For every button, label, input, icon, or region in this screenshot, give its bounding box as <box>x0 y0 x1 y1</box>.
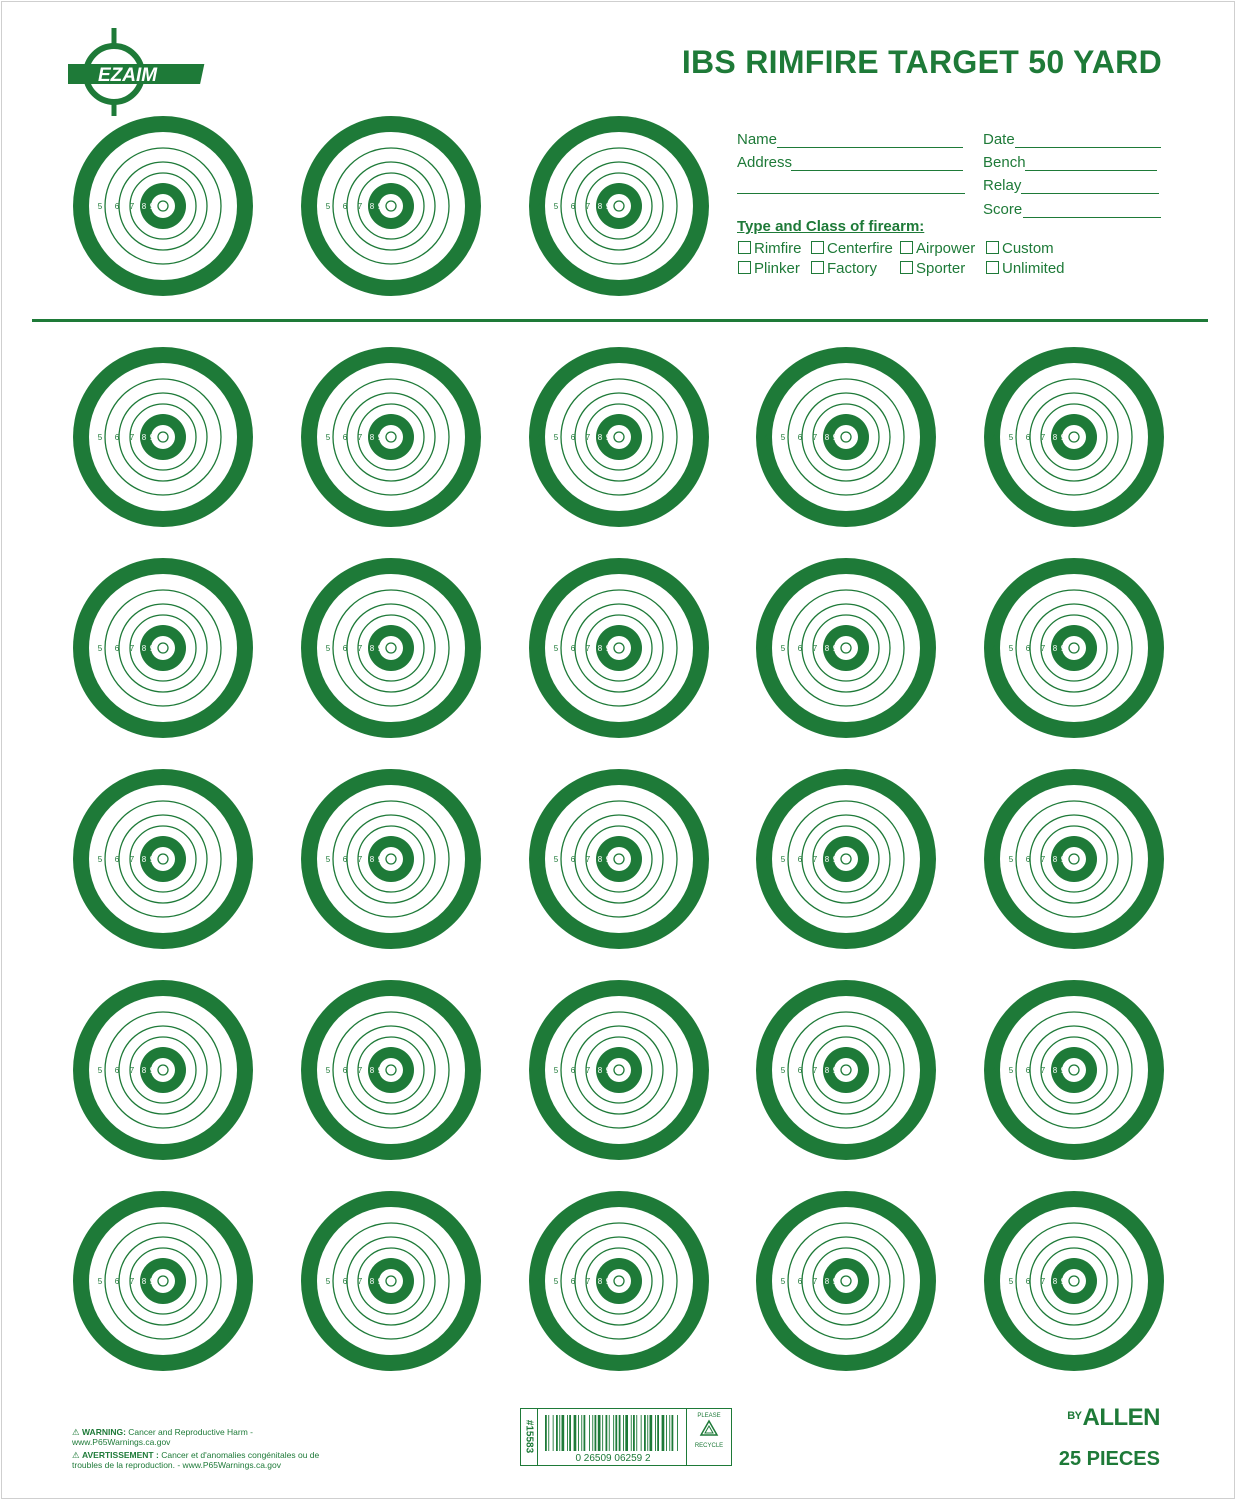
bullseye-target <box>73 980 253 1160</box>
ring-number: 7 <box>585 202 591 211</box>
ring-number: 9 <box>149 644 155 653</box>
ring-number: 7 <box>585 855 591 864</box>
ring-number: 9 <box>1060 1066 1066 1075</box>
ring-number: 7 <box>1040 433 1046 442</box>
ring-number: 5 <box>97 202 103 211</box>
ring-number: 7 <box>129 1277 135 1286</box>
ring-number: 8 <box>1052 855 1058 864</box>
bullseye-target <box>529 1191 709 1371</box>
ring-number: 5 <box>97 433 103 442</box>
ring-number: 4 <box>763 1277 769 1286</box>
upc-digits: 0 26509 06259 2 <box>575 1453 651 1463</box>
bullseye-target <box>529 116 709 296</box>
bench-label: Bench <box>983 154 1026 171</box>
checkbox-label: Custom <box>1002 240 1054 257</box>
checkbox-label: Rimfire <box>754 240 802 257</box>
ring-number: 9 <box>605 433 611 442</box>
recycle-box <box>686 1409 731 1465</box>
ring-number: 6 <box>114 1277 120 1286</box>
checkbox-box[interactable] <box>811 241 824 254</box>
ring-number: 9 <box>832 644 838 653</box>
name-field[interactable] <box>737 131 777 148</box>
ring-number: 5 <box>97 855 103 864</box>
ring-number: 6 <box>570 855 576 864</box>
recycle-please: PLEASE <box>697 1413 721 1419</box>
ring-number: 8 <box>1052 1066 1058 1075</box>
ring-number: 6 <box>1025 1277 1031 1286</box>
bullseye-target <box>301 558 481 738</box>
sku-box <box>521 1409 538 1465</box>
ring-number: 6 <box>570 1066 576 1075</box>
ring-number: 5 <box>553 644 559 653</box>
checkbox-box[interactable] <box>811 261 824 274</box>
checkbox-label: Unlimited <box>1002 260 1065 277</box>
date-field[interactable] <box>983 131 1015 148</box>
ring-number: 7 <box>812 1066 818 1075</box>
brand-prefix: BY <box>1067 1410 1082 1422</box>
bullseye-target <box>756 980 936 1160</box>
ring-number: 5 <box>780 1277 786 1286</box>
ring-number: 8 <box>824 1066 830 1075</box>
ring-number: 4 <box>80 1277 86 1286</box>
ring-number: 5 <box>553 433 559 442</box>
ring-number: 6 <box>342 202 348 211</box>
ring-number: 6 <box>342 433 348 442</box>
ring-number: 5 <box>325 644 331 653</box>
ring-number: 6 <box>342 644 348 653</box>
ring-number: 4 <box>536 855 542 864</box>
ring-number: 4 <box>763 855 769 864</box>
warning-triangle-icon: ⚠ <box>72 1427 80 1437</box>
ring-number: 6 <box>114 644 120 653</box>
bullseye-target <box>73 347 253 527</box>
checkbox-box[interactable] <box>986 241 999 254</box>
avert-text-2: troubles de la reproduction. - www.P65Warnings.ca.gov <box>72 1460 281 1470</box>
ring-number: 5 <box>97 1277 103 1286</box>
ring-number: 8 <box>824 644 830 653</box>
ring-number: 5 <box>97 1066 103 1075</box>
ring-number: 8 <box>1052 433 1058 442</box>
logo-text: EZAIM <box>98 65 158 86</box>
ring-number: 8 <box>141 433 147 442</box>
ring-number: 6 <box>114 1066 120 1075</box>
upc-barcode <box>543 1413 683 1463</box>
bullseye-target <box>756 347 936 527</box>
ring-number: 9 <box>1060 644 1066 653</box>
ring-number: 7 <box>1040 1066 1046 1075</box>
ring-number: 9 <box>832 1277 838 1286</box>
checkbox-box[interactable] <box>900 241 913 254</box>
ring-number: 5 <box>325 1066 331 1075</box>
ring-number: 6 <box>570 1277 576 1286</box>
ring-number: 6 <box>797 1277 803 1286</box>
ring-number: 6 <box>570 202 576 211</box>
bullseye-target <box>984 1191 1164 1371</box>
ezaim-logo <box>68 28 218 116</box>
ring-number: 4 <box>308 855 314 864</box>
brand-name: ALLEN <box>1082 1404 1160 1431</box>
bullseye-target <box>301 347 481 527</box>
ring-number: 7 <box>1040 644 1046 653</box>
allen-brand <box>1067 1404 1160 1432</box>
ring-number: 4 <box>763 1066 769 1075</box>
checkbox-airpower[interactable] <box>900 240 975 257</box>
bullseye-target <box>984 558 1164 738</box>
checkbox-label: Centerfire <box>827 240 893 257</box>
ring-number: 6 <box>797 1066 803 1075</box>
ring-number: 9 <box>605 855 611 864</box>
ring-number: 6 <box>1025 1066 1031 1075</box>
ring-number: 7 <box>357 1066 363 1075</box>
ring-number: 6 <box>797 855 803 864</box>
ring-number: 9 <box>149 1066 155 1075</box>
avert-text: Cancer et d'anomalies congénitales ou de <box>161 1450 320 1460</box>
checkbox-plinker[interactable] <box>738 260 800 277</box>
ring-number: 4 <box>536 433 542 442</box>
ring-number: 6 <box>342 1277 348 1286</box>
ring-number: 4 <box>991 855 997 864</box>
ring-number: 7 <box>1040 1277 1046 1286</box>
checkbox-rimfire[interactable] <box>738 240 802 257</box>
ring-number: 5 <box>780 1066 786 1075</box>
ring-number: 9 <box>377 1277 383 1286</box>
checkbox-box[interactable] <box>738 261 751 274</box>
ring-number: 9 <box>377 644 383 653</box>
ring-number: 9 <box>832 1066 838 1075</box>
warning-fr <box>72 1450 319 1470</box>
avert-label: AVERTISSEMENT : <box>82 1450 159 1460</box>
ring-number: 7 <box>129 433 135 442</box>
ring-number: 9 <box>149 1277 155 1286</box>
sku-number: #15583 <box>523 1419 535 1454</box>
checkbox-centerfire[interactable] <box>811 240 893 257</box>
ring-number: 7 <box>812 855 818 864</box>
ring-number: 5 <box>325 855 331 864</box>
bullseye-target <box>756 558 936 738</box>
ring-number: 8 <box>141 1277 147 1286</box>
ring-number: 8 <box>141 1066 147 1075</box>
ring-number: 5 <box>1008 1066 1014 1075</box>
warning-label: WARNING: <box>82 1427 126 1437</box>
ring-number: 4 <box>536 644 542 653</box>
ring-number: 7 <box>585 1066 591 1075</box>
ring-number: 4 <box>536 1277 542 1286</box>
ring-number: 7 <box>129 1066 135 1075</box>
ring-number: 9 <box>377 433 383 442</box>
score-field[interactable] <box>983 201 1022 218</box>
recycle-label: RECYCLE <box>694 1443 724 1449</box>
ring-number: 4 <box>80 855 86 864</box>
bullseye-target <box>73 116 253 296</box>
ring-number: 4 <box>308 644 314 653</box>
checkbox-sporter[interactable] <box>900 260 965 277</box>
bullseye-target <box>756 1191 936 1371</box>
checkbox-label: Airpower <box>916 240 976 257</box>
ring-number: 8 <box>824 1277 830 1286</box>
ring-number: 5 <box>780 644 786 653</box>
ring-number: 7 <box>812 644 818 653</box>
pieces-count: 25 PIECES <box>1058 1448 1160 1470</box>
ring-number: 7 <box>129 202 135 211</box>
ring-number: 6 <box>114 855 120 864</box>
ring-number: 9 <box>1060 1277 1066 1286</box>
ring-number: 7 <box>129 855 135 864</box>
ring-number: 6 <box>1025 855 1031 864</box>
ring-number: 8 <box>824 433 830 442</box>
ring-number: 8 <box>141 855 147 864</box>
bullseye-target <box>984 347 1164 527</box>
ring-number: 9 <box>605 1066 611 1075</box>
address-label: Address <box>737 154 793 171</box>
ring-number: 7 <box>585 1277 591 1286</box>
ring-number: 7 <box>1040 855 1046 864</box>
ring-number: 7 <box>357 202 363 211</box>
ring-number: 6 <box>570 433 576 442</box>
ring-number: 6 <box>570 644 576 653</box>
ring-number: 5 <box>780 855 786 864</box>
bullseye-target <box>73 558 253 738</box>
ring-number: 5 <box>1008 1277 1014 1286</box>
bullseye-target <box>529 347 709 527</box>
ring-number: 4 <box>991 1277 997 1286</box>
ring-number: 6 <box>1025 644 1031 653</box>
ring-number: 7 <box>357 855 363 864</box>
ring-number: 5 <box>1008 855 1014 864</box>
ring-number: 6 <box>114 433 120 442</box>
bullseye-target <box>73 769 253 949</box>
address-field[interactable] <box>737 154 792 171</box>
ring-number: 5 <box>97 644 103 653</box>
target-sheet <box>1 1 1235 1499</box>
ring-number: 6 <box>114 202 120 211</box>
ring-number: 9 <box>1060 855 1066 864</box>
ring-number: 4 <box>536 202 542 211</box>
ring-number: 7 <box>357 1277 363 1286</box>
ring-number: 5 <box>553 202 559 211</box>
checkbox-label: Sporter <box>916 260 966 277</box>
ring-number: 8 <box>369 1066 375 1075</box>
ring-number: 8 <box>1052 1277 1058 1286</box>
relay-field[interactable] <box>983 177 1021 194</box>
checkbox-box[interactable] <box>986 261 999 274</box>
warning-triangle-icon: ⚠ <box>72 1450 80 1460</box>
ring-number: 5 <box>325 202 331 211</box>
recycle-icon <box>697 1419 721 1441</box>
ring-number: 4 <box>991 644 997 653</box>
ring-number: 4 <box>308 1066 314 1075</box>
ring-number: 6 <box>797 433 803 442</box>
ring-number: 5 <box>325 433 331 442</box>
bullseye-target <box>301 769 481 949</box>
ring-number: 8 <box>369 855 375 864</box>
checkbox-label: Factory <box>827 260 878 277</box>
address-line-2[interactable] <box>737 178 965 194</box>
ring-number: 8 <box>597 1066 603 1075</box>
relay-label: Relay <box>983 177 1022 194</box>
bullseye-target <box>529 558 709 738</box>
ring-number: 4 <box>308 433 314 442</box>
ring-number: 4 <box>308 202 314 211</box>
ring-number: 8 <box>369 202 375 211</box>
ring-number: 5 <box>780 433 786 442</box>
page-title: IBS RIMFIRE TARGET 50 YARD <box>681 44 1162 80</box>
ring-number: 7 <box>812 1277 818 1286</box>
checkbox-box[interactable] <box>900 261 913 274</box>
checkbox-custom[interactable] <box>986 240 1054 257</box>
warning-url: www.P65Warnings.ca.gov <box>72 1437 171 1447</box>
ring-number: 9 <box>377 1066 383 1075</box>
ring-number: 9 <box>1060 433 1066 442</box>
ring-number: 8 <box>597 433 603 442</box>
bullseye-target <box>529 980 709 1160</box>
ring-number: 7 <box>812 433 818 442</box>
ring-number: 4 <box>991 433 997 442</box>
ring-number: 5 <box>553 855 559 864</box>
ring-number: 5 <box>1008 644 1014 653</box>
ring-number: 9 <box>149 433 155 442</box>
ring-number: 4 <box>80 1066 86 1075</box>
ring-number: 8 <box>1052 644 1058 653</box>
ring-number: 8 <box>369 433 375 442</box>
ring-number: 4 <box>536 1066 542 1075</box>
ring-number: 8 <box>597 1277 603 1286</box>
ring-number: 4 <box>308 1277 314 1286</box>
bullseye-target <box>73 1191 253 1371</box>
ring-number: 8 <box>369 1277 375 1286</box>
ring-number: 4 <box>763 433 769 442</box>
name-label: Name <box>737 131 778 148</box>
ring-number: 9 <box>149 202 155 211</box>
ring-number: 9 <box>149 855 155 864</box>
ring-number: 8 <box>141 202 147 211</box>
warning-text: Cancer and Reproductive Harm - <box>128 1427 254 1437</box>
bench-field[interactable] <box>983 154 1026 171</box>
bullseye-target <box>301 980 481 1160</box>
ring-number: 9 <box>832 855 838 864</box>
ring-number: 7 <box>357 433 363 442</box>
ring-number: 4 <box>991 1066 997 1075</box>
ring-number: 4 <box>80 644 86 653</box>
bullseye-target <box>529 769 709 949</box>
ring-number: 4 <box>80 433 86 442</box>
barcode-block <box>520 1408 732 1466</box>
ring-number: 4 <box>80 202 86 211</box>
ring-number: 6 <box>342 855 348 864</box>
date-label: Date <box>983 131 1015 148</box>
ring-number: 7 <box>129 644 135 653</box>
ring-number: 5 <box>553 1277 559 1286</box>
ring-number: 5 <box>325 1277 331 1286</box>
ring-number: 6 <box>1025 433 1031 442</box>
ring-number: 8 <box>141 644 147 653</box>
checkbox-factory[interactable] <box>811 260 877 277</box>
warning-en <box>72 1427 253 1447</box>
firearm-type-heading: Type and Class of firearm: <box>737 218 925 235</box>
bullseye-target <box>301 116 481 296</box>
ring-number: 9 <box>377 855 383 864</box>
ring-number: 9 <box>605 202 611 211</box>
ring-number: 5 <box>553 1066 559 1075</box>
bullseye-target <box>301 1191 481 1371</box>
ring-number: 5 <box>1008 433 1014 442</box>
bullseye-target <box>984 769 1164 949</box>
ring-number: 6 <box>342 1066 348 1075</box>
ring-number: 8 <box>597 202 603 211</box>
checkbox-label: Plinker <box>754 260 800 277</box>
ring-number: 4 <box>763 644 769 653</box>
bullseye-target <box>984 980 1164 1160</box>
ring-number: 9 <box>377 202 383 211</box>
ring-number: 8 <box>369 644 375 653</box>
score-label: Score <box>983 201 1023 218</box>
checkbox-box[interactable] <box>738 241 751 254</box>
ring-number: 6 <box>797 644 803 653</box>
ring-number: 9 <box>832 433 838 442</box>
ring-number: 7 <box>585 433 591 442</box>
ring-number: 7 <box>357 644 363 653</box>
ring-number: 8 <box>597 855 603 864</box>
ring-number: 9 <box>605 644 611 653</box>
ring-number: 8 <box>824 855 830 864</box>
header-divider <box>32 319 1208 322</box>
ring-number: 7 <box>585 644 591 653</box>
bullseye-target <box>756 769 936 949</box>
ring-number: 8 <box>597 644 603 653</box>
ring-number: 9 <box>605 1277 611 1286</box>
checkbox-unlimited[interactable] <box>986 260 1065 277</box>
